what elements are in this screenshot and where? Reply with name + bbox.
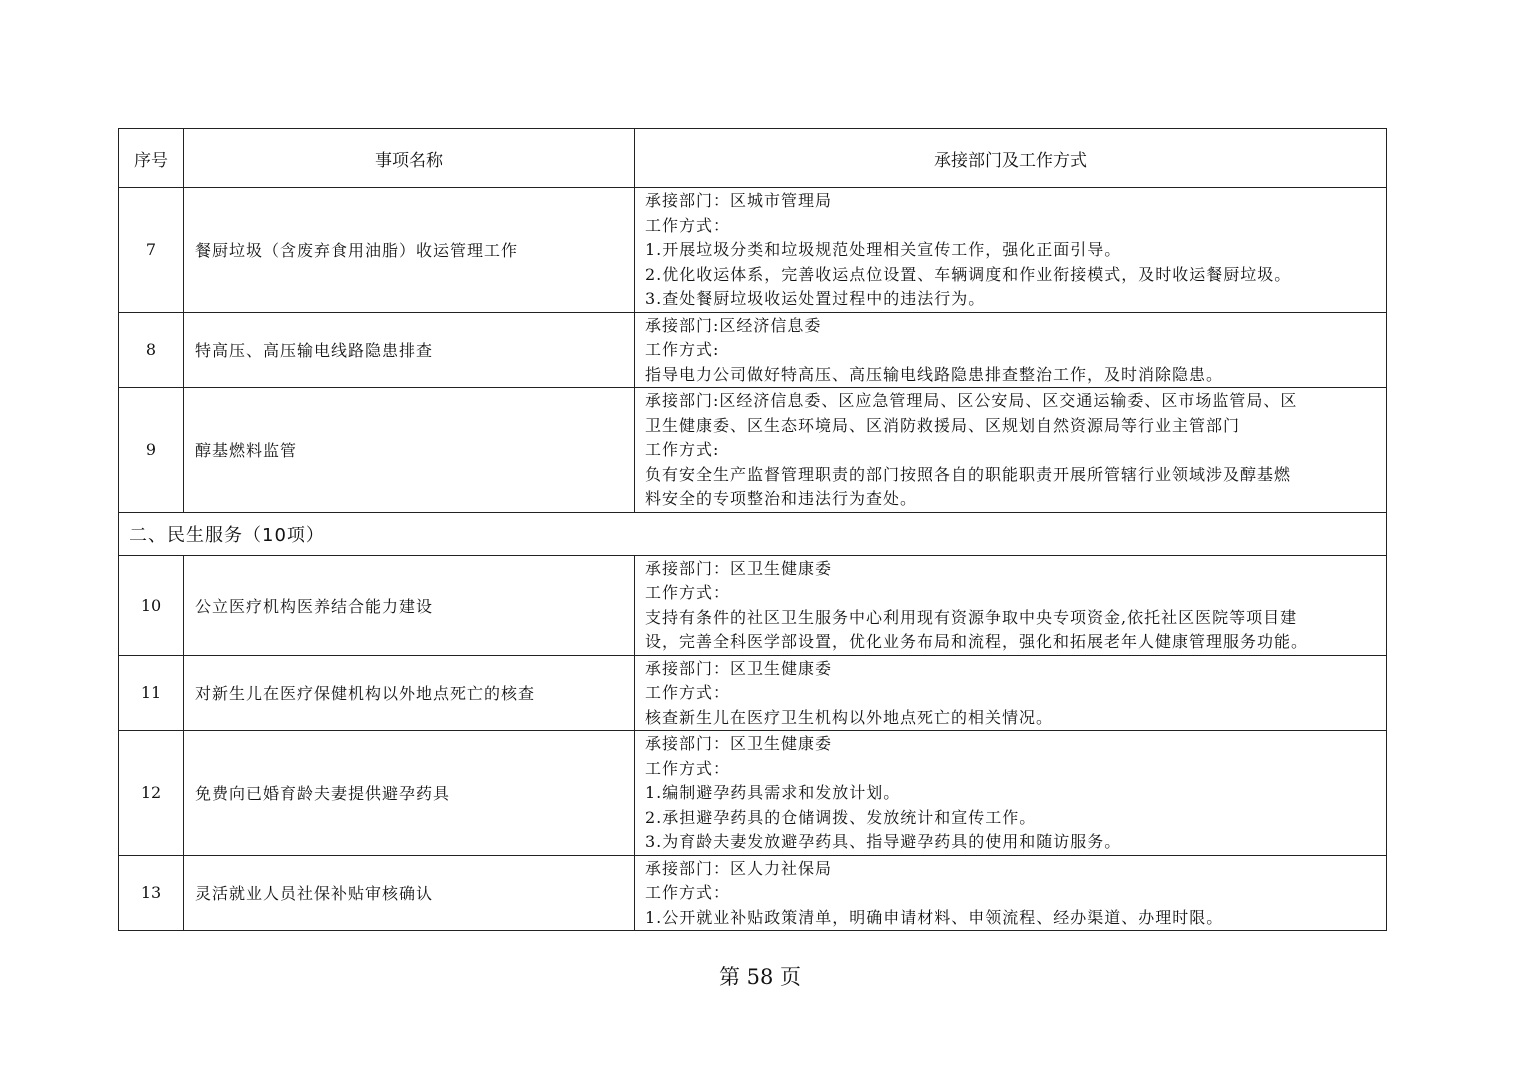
detail-line: 工作方式:	[645, 340, 720, 359]
detail-line: 承接部门：区城市管理局	[645, 191, 833, 210]
detail-line: 1.开展垃圾分类和垃圾规范处理相关宣传工作，强化正面引导。	[645, 240, 1122, 259]
table-row	[119, 188, 1387, 313]
matter-name: 公立医疗机构医养结合能力建设	[184, 555, 635, 655]
table-row	[119, 388, 1387, 513]
detail-line: 承接部门：区卫生健康委	[645, 734, 833, 753]
detail-line: 3.为育龄夫妻发放避孕药具、指导避孕药具的使用和随访服务。	[645, 832, 1122, 851]
detail-line: 设，完善全科医学部设置，优化业务布局和流程，强化和拓展老年人健康管理服务功能。	[645, 632, 1309, 651]
row-number: 13	[119, 855, 184, 931]
detail-line: 料安全的专项整治和违法行为查处。	[645, 489, 918, 508]
matter-detail	[635, 655, 1387, 731]
detail-line: 承接部门:区经济信息委	[645, 315, 822, 335]
section-heading: 二、民生服务（10项）	[119, 512, 1387, 555]
detail-line: 承接部门：区卫生健康委	[645, 558, 833, 578]
detail-line: 工作方式：	[645, 683, 731, 702]
matters-table	[118, 128, 1387, 931]
detail-line: 工作方式：	[645, 758, 731, 778]
detail-line: 3.查处餐厨垃圾收运处置过程中的违法行为。	[645, 289, 986, 308]
detail-line: 工作方式：	[645, 883, 731, 902]
matter-name: 对新生儿在医疗保健机构以外地点死亡的核查	[184, 655, 635, 731]
detail-line: 工作方式:	[645, 440, 720, 459]
detail-line: 承接部门：区卫生健康委	[645, 658, 833, 678]
col-header-detail: 承接部门及工作方式	[635, 129, 1387, 188]
matter-name: 醇基燃料监管	[184, 388, 635, 513]
table-row	[119, 555, 1387, 655]
matter-name: 灵活就业人员社保补贴审核确认	[184, 855, 635, 931]
matter-detail	[635, 555, 1387, 655]
matter-name: 特高压、高压输电线路隐患排查	[184, 312, 635, 388]
row-number: 8	[119, 312, 184, 388]
matter-name: 餐厨垃圾（含废弃食用油脂）收运管理工作	[184, 188, 635, 313]
table-row	[119, 855, 1387, 931]
detail-line: 承接部门：区人力社保局	[645, 858, 833, 878]
matter-detail	[635, 312, 1387, 388]
col-header-name: 事项名称	[184, 129, 635, 188]
detail-line: 2.承担避孕药具的仓储调拨、发放统计和宣传工作。	[645, 807, 1037, 827]
section-row	[119, 512, 1387, 555]
detail-line: 核查新生儿在医疗卫生机构以外地点死亡的相关情况。	[645, 707, 1054, 727]
row-number: 11	[119, 655, 184, 731]
detail-line: 1.编制避孕药具需求和发放计划。	[645, 783, 901, 802]
detail-line: 卫生健康委、区生态环境局、区消防救援局、区规划自然资源局等行业主管部门	[645, 415, 1241, 435]
matter-detail	[635, 731, 1387, 856]
detail-line: 支持有条件的社区卫生服务中心利用现有资源争取中央专项资金,依托社区医院等项目建	[645, 607, 1298, 627]
table-header-row	[119, 129, 1387, 188]
detail-line: 指导电力公司做好特高压、高压输电线路隐患排查整治工作，及时消除隐患。	[645, 364, 1224, 384]
row-number: 7	[119, 188, 184, 313]
matter-detail	[635, 388, 1387, 513]
table-row	[119, 312, 1387, 388]
detail-line: 工作方式：	[645, 583, 731, 602]
matter-detail	[635, 855, 1387, 931]
matter-detail	[635, 188, 1387, 313]
detail-line: 工作方式：	[645, 215, 731, 235]
col-header-no: 序号	[119, 129, 184, 188]
row-number: 12	[119, 731, 184, 856]
detail-line: 1.公开就业补贴政策清单，明确申请材料、申领流程、经办渠道、办理时限。	[645, 907, 1224, 927]
table-row	[119, 655, 1387, 731]
detail-line: 2.优化收运体系，完善收运点位设置、车辆调度和作业衔接模式，及时收运餐厨垃圾。	[645, 264, 1292, 284]
detail-line: 负有安全生产监督管理职责的部门按照各自的职能职责开展所管辖行业领域涉及醇基燃	[645, 464, 1292, 484]
table-row	[119, 731, 1387, 856]
detail-line: 承接部门:区经济信息委、区应急管理局、区公安局、区交通运输委、区市场监管局、区	[645, 391, 1298, 410]
page-number: 第 58 页	[718, 965, 802, 989]
matter-name: 免费向已婚育龄夫妻提供避孕药具	[184, 731, 635, 856]
row-number: 9	[119, 388, 184, 513]
row-number: 10	[119, 555, 184, 655]
